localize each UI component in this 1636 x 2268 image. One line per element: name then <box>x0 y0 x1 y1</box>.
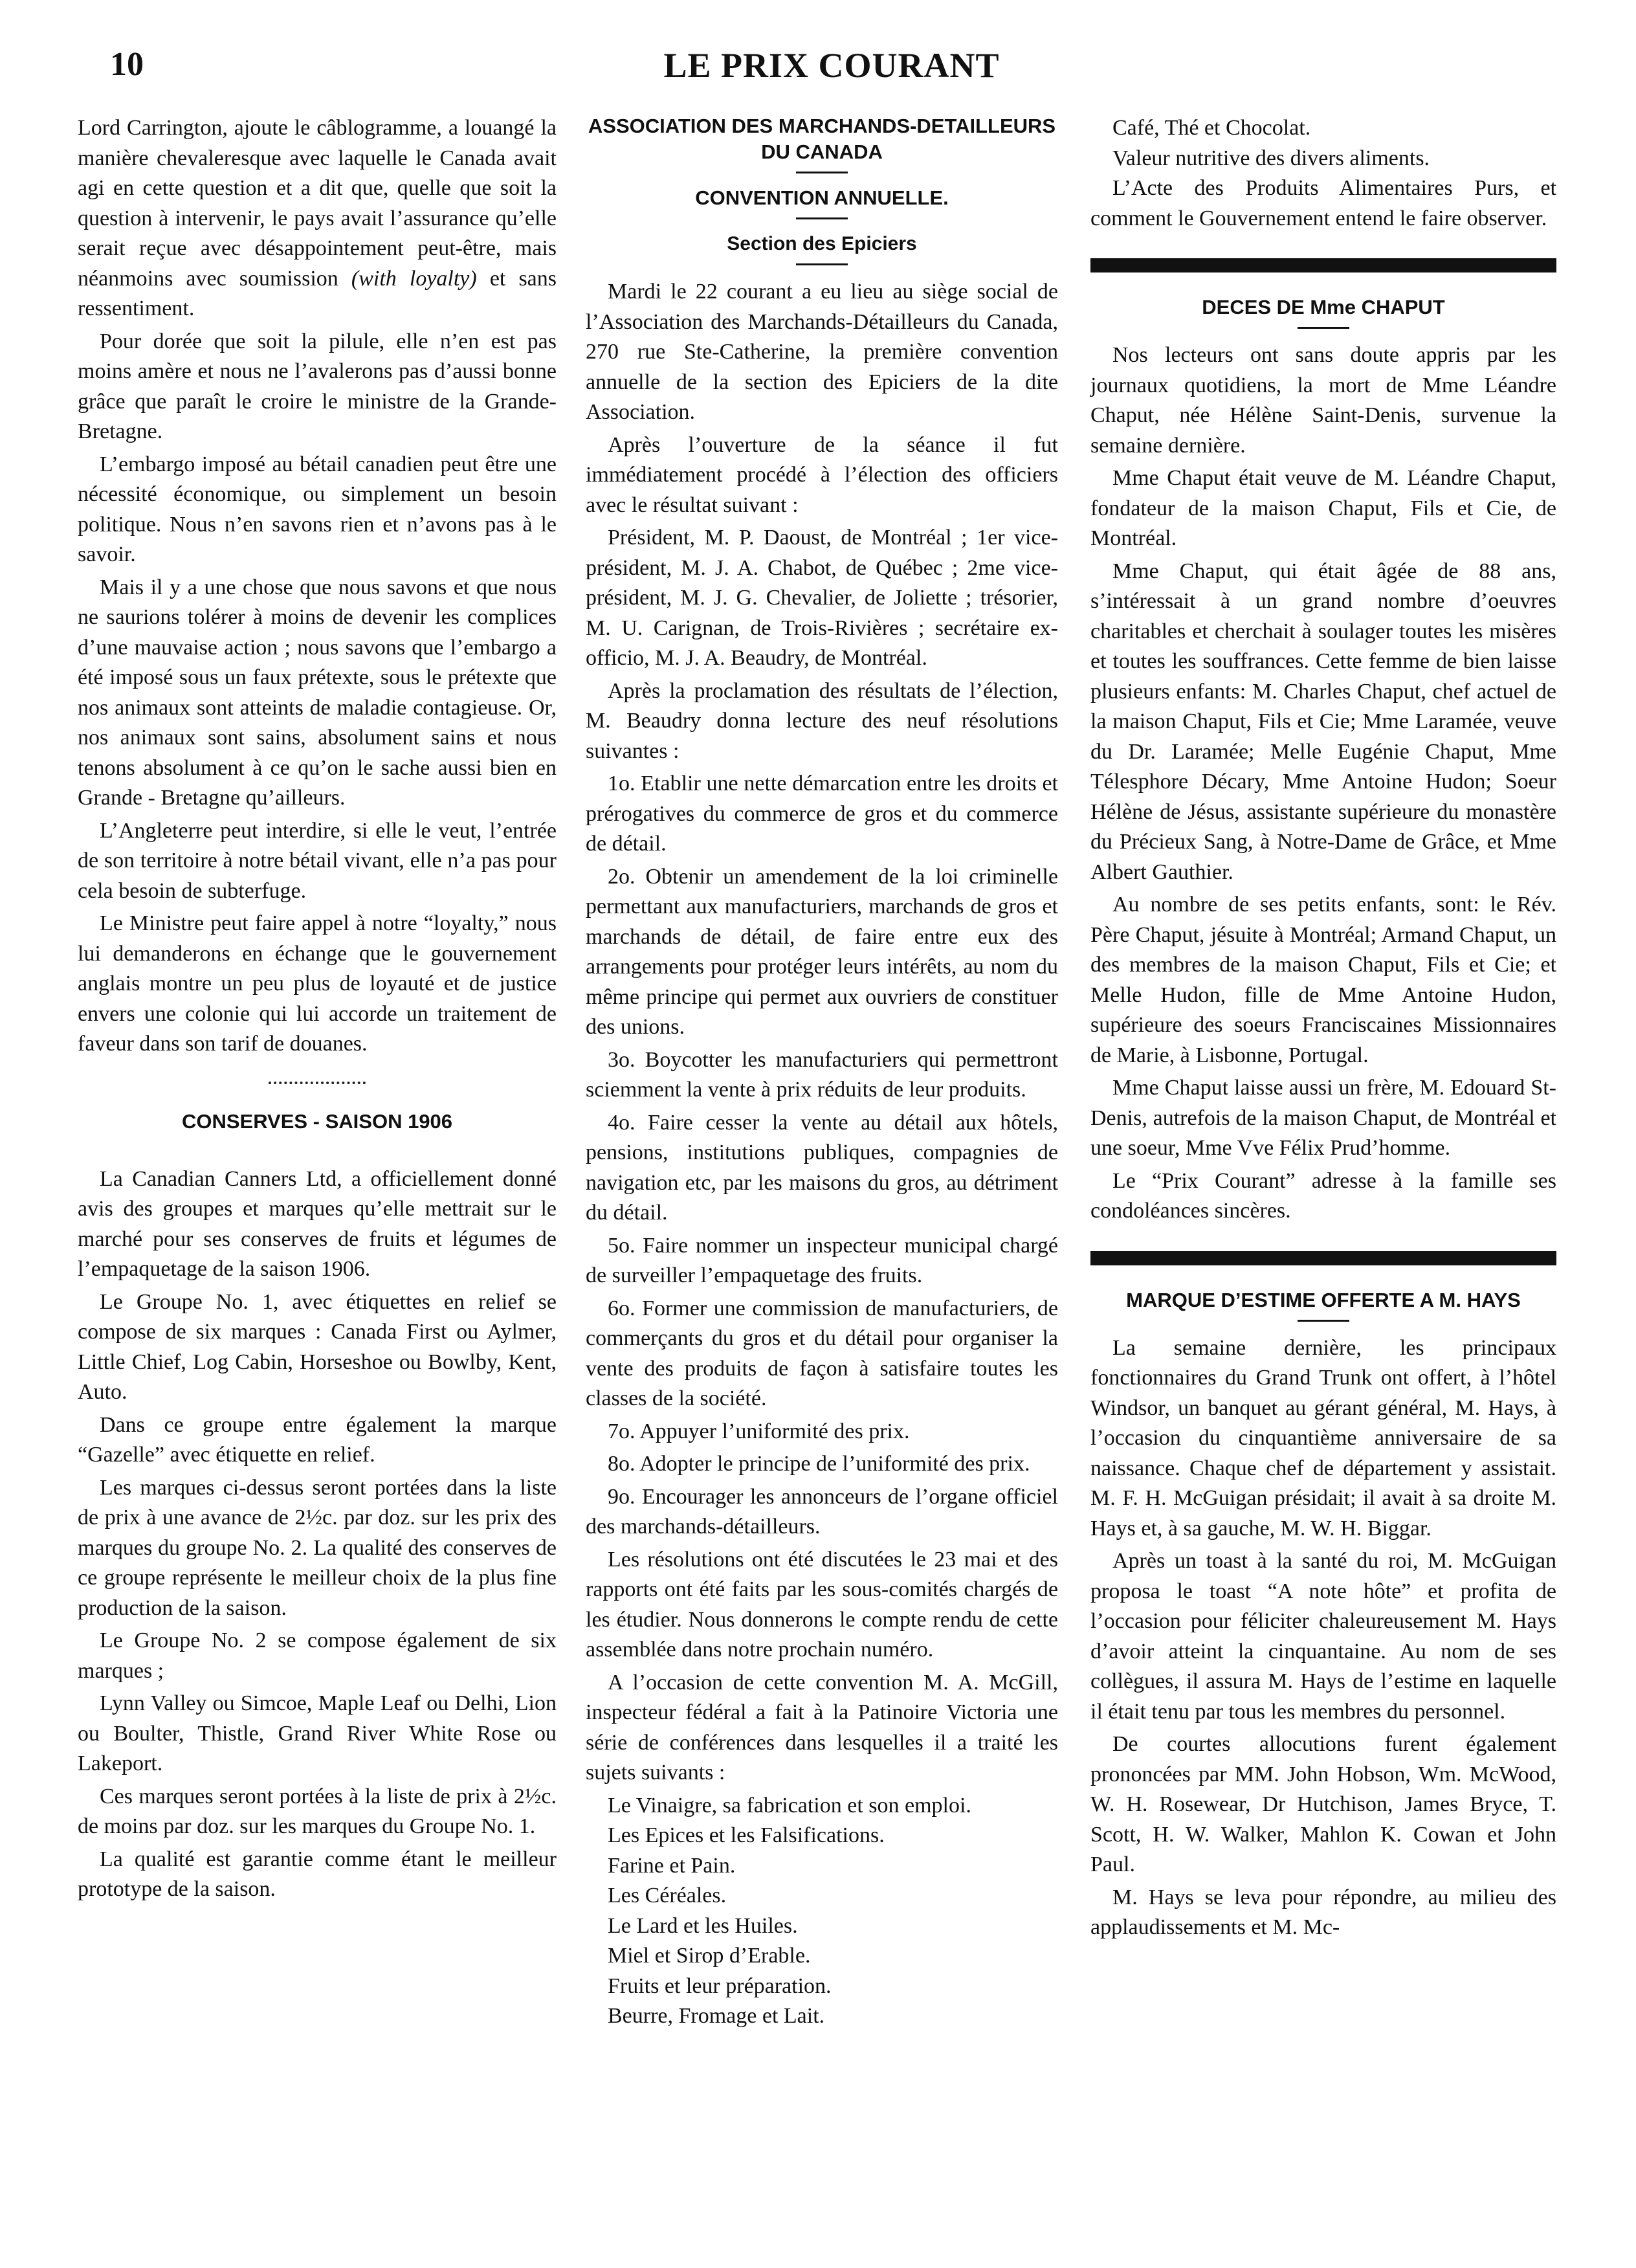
subject-item: Le Lard et les Huiles. <box>608 1913 798 1938</box>
article-paragraph: Mme Chaput laisse aussi un frère, M. Edouard St-Denis, autrefois de la maison Chaput, de Montréal et une soeur, Mme Vve Félix Prud’homme. <box>1090 1076 1556 1160</box>
article-paragraph: L’embargo imposé au bétail canadien peut être une nécessité économique, ou simplement un besoin politique. Nous n’en savons rien et n’avons pas à le savoir. <box>78 452 557 566</box>
section-bar <box>1090 258 1556 272</box>
heading-rule <box>796 217 848 219</box>
heading-rule <box>1298 327 1349 329</box>
resolution-item: 2o. Obtenir un amendement de la loi criminelle permettant aux manufacturiers, marchands de gros et marchands de détail, de faire entre eux des arrangements pour protéger leurs intérêts, au nom du même principe qui permet aux ouvriers de constituer des unions. <box>586 864 1058 1039</box>
resolution-item: 1o. Etablir une nette démarcation entre les droits et prérogatives du commerce de gros et du commerce de détail. <box>586 772 1058 856</box>
subject-item: Valeur nutritive des divers aliments. <box>1112 146 1430 170</box>
article-paragraph: L’Angleterre peut interdire, si elle le veut, l’entrée de son territoire à notre bétail vivant, elle n’a pas pour cela besoin de subterfuge. <box>78 818 557 903</box>
resolution-item: 6o. Former une commission de manufacturiers, de commerçants du gros et du détail pour organiser la vente des produits de façon à satisfaire toutes les classes de la société. <box>586 1296 1058 1410</box>
article-paragraph: Le Groupe No. 1, avec étiquettes en relief se compose de six marques : Canada First ou Aylmer, Little Chief, Log Cabin, Horseshoe ou Bowlby, Kent, Auto. <box>78 1289 557 1404</box>
article-paragraph: Ces marques seront portées à la liste de prix à 2½c. de moins par doz. sur les marques du Groupe No. 1. <box>78 1784 557 1838</box>
subject-item: Farine et Pain. <box>608 1853 736 1878</box>
journal-title: LE PRIX COURANT <box>663 46 1000 85</box>
heading-rule <box>796 263 848 265</box>
resolution-item: 8o. Adopter le principe de l’uniformité des prix. <box>608 1452 1030 1476</box>
article-paragraph: Mme Chaput était veuve de M. Léandre Chaput, fondateur de la maison Chaput, Fils et Cie, de Montréal. <box>1090 466 1556 550</box>
section-divider <box>269 1082 366 1084</box>
subject-item: Miel et Sirop d’Erable. <box>608 1944 811 1968</box>
article-paragraph: Dans ce groupe entre également la marque “Gazelle” avec étiquette en relief. <box>78 1412 557 1467</box>
resolution-item: 9o. Encourager les annonceurs de l’organe officiel des marchands-détailleurs. <box>586 1484 1058 1539</box>
subject-item: Le Vinaigre, sa fabrication et son emploi. <box>608 1793 971 1818</box>
resolution-item: 5o. Faire nommer un inspecteur municipal chargé de surveiller l’empaquetage des fruits. <box>586 1233 1058 1287</box>
section-heading-deces: DECES DE Mme CHAPUT <box>1202 296 1445 318</box>
resolution-item: 4o. Faire cesser la vente au détail aux hôtels, pensions, institutions publiques, compagnies de navigation etc, par les maisons du gros, au détriment du détail. <box>586 1110 1058 1225</box>
article-paragraph: La Canadian Canners Ltd, a officiellement donné avis des groupes et marques qu’elle mettrait sur le marché pour ses conserves de fruits et légumes de l’empaquetage de la saison 1906. <box>78 1166 557 1281</box>
article-paragraph: Nos lecteurs ont sans doute appris par les journaux quotidiens, la mort de Mme Léandre Chaput, née Hélène Saint-Denis, survenue la semaine dernière. <box>1090 343 1556 458</box>
page-number: 10 <box>110 46 144 83</box>
section-heading-conserves: CONSERVES - SAISON 1906 <box>181 1109 453 1133</box>
article-paragraph: Mais il y a une chose que nous savons et que nous ne saurions tolérer à moins de devenir les complices d’une mauvaise action ; nous savons que l’embargo a été imposé sous un faux prétexte, sous le prétexte que nos animaux sont atteints de maladie contagieuse. Or, nos animaux sont sains, absolument sains et nous tenons absolument à ce qu’on le sache aussi bien en Grande - Bretagne qu’ailleurs. <box>78 575 557 810</box>
resolution-item: 7o. Appuyer l’uniformité des prix. <box>608 1419 910 1443</box>
column-middle <box>586 113 1058 2032</box>
subject-item: Les Céréales. <box>608 1884 727 1907</box>
article-paragraph: Après un toast à la santé du roi, M. McGuigan proposa le toast “A note hôte” et profita de l’occasion pour féliciter chaleureusement M. Hays d’avoir atteint la cinquantaine. Au nom de ses collègues, il assura M. Hays de l’estime en laquelle il était tenu par tous les membres du personnel. <box>1090 1549 1556 1724</box>
article-paragraph: La semaine dernière, les principaux fonctionnaires du Grand Trunk ont offert, à l’hôtel Windsor, un banquet au gérant général, M. Hays, à l’occasion du cinquantième anniversaire de sa naissance. Chaque chef de département y assistait. M. F. H. McGuigan présidait; il avait à sa droite M. Hays et, à sa gauche, M. W. H. Biggar. <box>1090 1335 1556 1540</box>
subheading-convention: CONVENTION ANNUELLE. <box>695 186 949 209</box>
article-paragraph: Lord Carrington, ajoute le câblogramme, a louangé la manière chevaleresque avec laquelle le Canada avait agi en cette question et a dit que, quelle que soit la question à intervenir, le pays avait l’assurance qu’elle serait reçue avec désappointement peut-être, mais néanmoins avec soumission (with loyalty) et sans ressentiment. <box>78 116 557 320</box>
article-paragraph: Le Ministre peut faire appel à notre “loyalty,” nous lui demanderons en échange que le gouvernement anglais montre un peu plus de loyauté et de justice envers une colonie qui lui accorde un traitement de faveur dans son tarif de douanes. <box>78 911 557 1056</box>
article-paragraph: A l’occasion de cette convention M. A. McGill, inspecteur fédéral a fait à la Patinoire Victoria une série de conférences dans lesquelles il a traité les sujets suivants : <box>586 1670 1058 1784</box>
article-paragraph: Après l’ouverture de la séance il fut immédiatement procédé à l’élection des officiers avec le résultat suivant : <box>586 432 1058 517</box>
article-paragraph: Mardi le 22 courant a eu lieu au siège social de l’Association des Marchands-Détailleurs du Canada, 270 rue Ste-Catherine, la première convention annuelle de la section des Epiciers de la dite Association. <box>586 280 1058 424</box>
article-paragraph: Le “Prix Courant” adresse à la famille ses condoléances sincères. <box>1090 1168 1556 1223</box>
section-bar <box>1090 1251 1556 1265</box>
article-paragraph: Les résolutions ont été discutées le 23 mai et des rapports ont été faits par les sous-comités chargés de les étudier. Nous donnerons le compte rendu de cette assemblée dans notre prochain numéro. <box>586 1547 1058 1662</box>
article-paragraph: Lynn Valley ou Simcoe, Maple Leaf ou Delhi, Lion ou Boulter, Thistle, Grand River White Rose ou Lakeport. <box>78 1691 557 1775</box>
column-right <box>1090 113 1556 1946</box>
article-paragraph: De courtes allocutions furent également prononcées par MM. John Hobson, Wm. McWood, W. H. Rosewear, Dr Hutchison, James Bryce, T. Scott, H. W. Walker, Mahlon K. Cowan et John Paul. <box>1090 1732 1556 1876</box>
article-paragraph: Après la proclamation des résultats de l’élection, M. Beaudry donna lecture des neuf résolutions suivantes : <box>586 678 1058 763</box>
section-heading-association: ASSOCIATION DES MARCHANDS-DETAILLEURS DU CANADA <box>588 115 1056 163</box>
article-paragraph: L’Acte des Produits Alimentaires Purs, et comment le Gouvernement entend le faire observer. <box>1090 176 1556 230</box>
article-paragraph: Au nombre de ses petits enfants, sont: le Rév. Père Chaput, jésuite à Montréal; Armand Chaput, un des membres de la maison Chaput, Fils et Cie; et Melle Hudon, fille de Mme Antoine Hudon, supérieure des soeurs Franciscaines Missionnaires de Marie, à Lisbonne, Portugal. <box>1090 893 1556 1067</box>
subject-item: Beurre, Fromage et Lait. <box>608 2004 825 2028</box>
section-heading-marque: MARQUE D’ESTIME OFFERTE A M. HAYS <box>1126 1288 1521 1311</box>
resolution-item: 3o. Boycotter les manufacturiers qui permettront sciemment la vente à prix réduits de leur produits. <box>586 1047 1058 1102</box>
article-paragraph: Président, M. P. Daoust, de Montréal ; 1er vice-président, M. J. A. Chabot, de Québec ; 2me vice-président, M. J. G. Chevalier, de Joliette ; trésorier, M. U. Carignan, de Trois-Rivières ; secrétaire ex-officio, M. J. A. Beaudry, de Montréal. <box>586 526 1058 670</box>
article-paragraph: Le Groupe No. 2 se compose également de six marques ; <box>78 1629 557 1683</box>
article-paragraph: M. Hays se leva pour répondre, au milieu des applaudissements et M. Mc- <box>1090 1885 1556 1939</box>
subject-item: Les Epices et les Falsifications. <box>608 1823 885 1847</box>
subject-item: Fruits et leur préparation. <box>608 1973 832 1998</box>
heading-rule <box>1298 1320 1349 1322</box>
heading-rule <box>796 172 848 173</box>
article-paragraph: Les marques ci-dessus seront portées dans la liste de prix à une avance de 2½c. par doz. sur les prix des marques du groupe No. 2. La qualité des conserves de ce groupe représente le meilleur choix de la plus fine production de la saison. <box>78 1475 557 1620</box>
article-paragraph: Mme Chaput, qui était âgée de 88 ans, s’intéressait à un grand nombre d’oeuvres charitables et cherchait à soulager toutes les misères et toutes les souffrances. Cette femme de bien laisse plusieurs enfants: M. Charles Chaput, chef actuel de la maison Chaput, Fils et Cie; Mme Laramée, veuve du Dr. Laramée; Melle Eugénie Chaput, Mme Télesphore Décary, Mme Antoine Hudon; Soeur Hélène de Jésus, assistante supérieure du monastère du Précieux Sang, à Notre-Dame de Grâce, et Mme Albert Gauthier. <box>1090 559 1556 884</box>
subject-item: Café, Thé et Chocolat. <box>1112 116 1311 140</box>
subheading-section: Section des Epiciers <box>727 233 917 254</box>
page-header <box>104 45 1560 97</box>
article-paragraph: La qualité est garantie comme étant le meilleur prototype de la saison. <box>78 1847 557 1901</box>
article-paragraph: Pour dorée que soit la pilule, elle n’en est pas moins amère et nous ne l’avalerons pas d’aussi bonne grâce que paraît le croire le ministre de la Grande-Bretagne. <box>78 329 557 443</box>
column-left <box>78 113 557 1907</box>
